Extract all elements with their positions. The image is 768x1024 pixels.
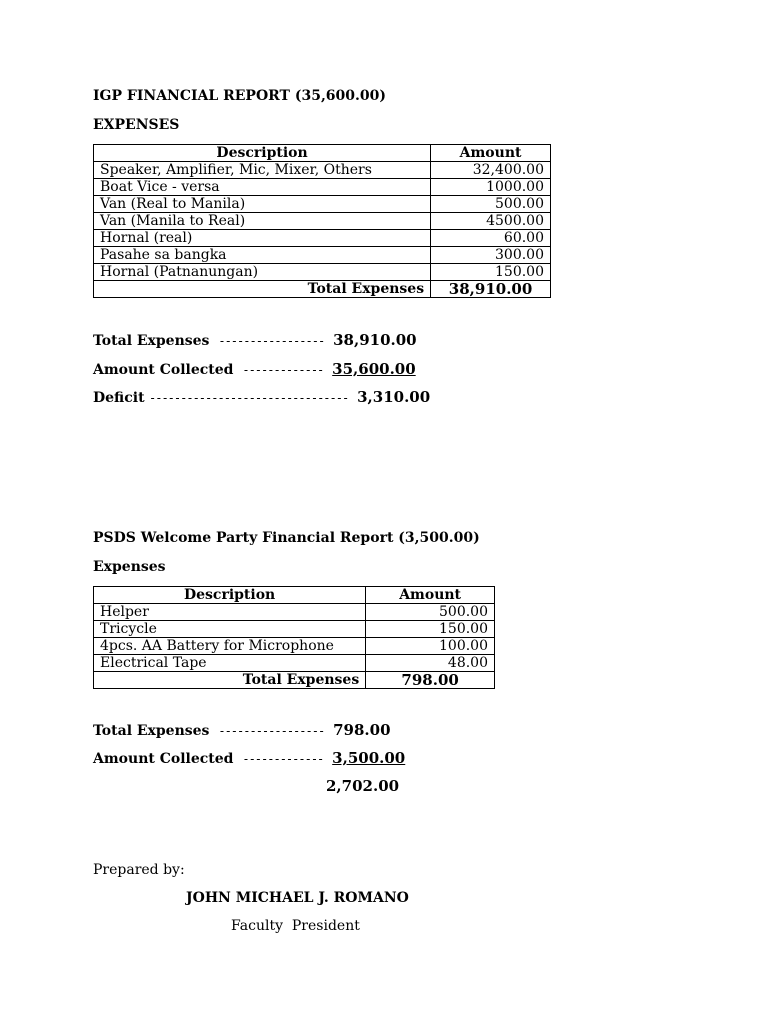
row-description: Hornal (Patnanungan) bbox=[94, 264, 431, 281]
row-description: Boat Vice - versa bbox=[94, 179, 431, 196]
table-row bbox=[94, 230, 551, 247]
table-row bbox=[94, 179, 551, 196]
row-amount: 4500.00 bbox=[431, 213, 551, 230]
report2-title: PSDS Welcome Party Financial Report (3,500.00) bbox=[93, 530, 480, 546]
row-description: Tricycle bbox=[94, 621, 366, 638]
report2-total-line bbox=[93, 721, 391, 739]
summary-collected-label: Amount Collected bbox=[93, 362, 234, 378]
summary-collected-value: 3,500.00 bbox=[332, 749, 406, 767]
prepared-by-label: Prepared by: bbox=[93, 862, 185, 878]
row-description: 4pcs. AA Battery for Microphone bbox=[94, 638, 366, 655]
total-value: 38,910.00 bbox=[431, 281, 551, 298]
summary-balance-value: 2,702.00 bbox=[326, 777, 400, 795]
row-amount: 48.00 bbox=[366, 655, 495, 672]
table-header-row bbox=[94, 587, 495, 604]
row-amount: 500.00 bbox=[366, 604, 495, 621]
row-amount: 150.00 bbox=[431, 264, 551, 281]
report1-title: IGP FINANCIAL REPORT (35,600.00) bbox=[93, 88, 387, 104]
summary-total-label: Total Expenses bbox=[93, 723, 210, 739]
total-label: Total Expenses bbox=[94, 281, 431, 298]
row-amount: 150.00 bbox=[366, 621, 495, 638]
summary-collected-value: 35,600.00 bbox=[332, 360, 416, 378]
row-amount: 60.00 bbox=[431, 230, 551, 247]
table-row bbox=[94, 213, 551, 230]
summary-total-label: Total Expenses bbox=[93, 333, 210, 349]
description-header: Description bbox=[94, 587, 366, 604]
description-header: Description bbox=[94, 145, 431, 162]
summary-collected-dashes: ------------- bbox=[242, 752, 324, 766]
summary-collected-dashes: ------------- bbox=[242, 363, 324, 377]
row-description: Van (Real to Manila) bbox=[94, 196, 431, 213]
row-amount: 300.00 bbox=[431, 247, 551, 264]
table-row bbox=[94, 162, 551, 179]
table-row bbox=[94, 247, 551, 264]
preparer-name: JOHN MICHAEL J. ROMANO bbox=[186, 890, 409, 906]
total-label: Total Expenses bbox=[94, 672, 366, 689]
total-value: 798.00 bbox=[366, 672, 495, 689]
table-header-row bbox=[94, 145, 551, 162]
summary-deficit-label: Deficit bbox=[93, 390, 145, 406]
row-description: Van (Manila to Real) bbox=[94, 213, 431, 230]
report2-balance-line bbox=[326, 777, 399, 795]
row-description: Helper bbox=[94, 604, 366, 621]
report1-section-heading: EXPENSES bbox=[93, 117, 180, 133]
table-row bbox=[94, 655, 495, 672]
report2-collected-line bbox=[93, 749, 405, 767]
summary-deficit-value: 3,310.00 bbox=[357, 388, 431, 406]
table-row bbox=[94, 264, 551, 281]
table-row bbox=[94, 621, 495, 638]
table-row bbox=[94, 604, 495, 621]
row-amount: 1000.00 bbox=[431, 179, 551, 196]
row-amount: 100.00 bbox=[366, 638, 495, 655]
preparer-position: Faculty President bbox=[231, 918, 360, 934]
summary-collected-label: Amount Collected bbox=[93, 751, 234, 767]
report1-collected-line bbox=[93, 360, 416, 378]
summary-total-value: 38,910.00 bbox=[333, 331, 417, 349]
total-row bbox=[94, 672, 495, 689]
summary-deficit-dashes: -------------------------------- bbox=[149, 391, 349, 405]
total-row bbox=[94, 281, 551, 298]
row-description: Electrical Tape bbox=[94, 655, 366, 672]
row-description: Hornal (real) bbox=[94, 230, 431, 247]
report1-total-line bbox=[93, 331, 417, 349]
row-amount: 500.00 bbox=[431, 196, 551, 213]
row-description: Speaker, Amplifier, Mic, Mixer, Others bbox=[94, 162, 431, 179]
report1-deficit-line bbox=[93, 388, 430, 406]
report2-expenses-table bbox=[93, 586, 495, 689]
summary-total-value: 798.00 bbox=[333, 721, 391, 739]
row-amount: 32,400.00 bbox=[431, 162, 551, 179]
row-description: Pasahe sa bangka bbox=[94, 247, 431, 264]
table-row bbox=[94, 196, 551, 213]
report2-section-heading: Expenses bbox=[93, 559, 166, 575]
amount-header: Amount bbox=[366, 587, 495, 604]
table-row bbox=[94, 638, 495, 655]
report1-expenses-table bbox=[93, 144, 551, 298]
summary-total-dashes: ----------------- bbox=[218, 724, 325, 738]
summary-total-dashes: ----------------- bbox=[218, 334, 325, 348]
amount-header: Amount bbox=[431, 145, 551, 162]
